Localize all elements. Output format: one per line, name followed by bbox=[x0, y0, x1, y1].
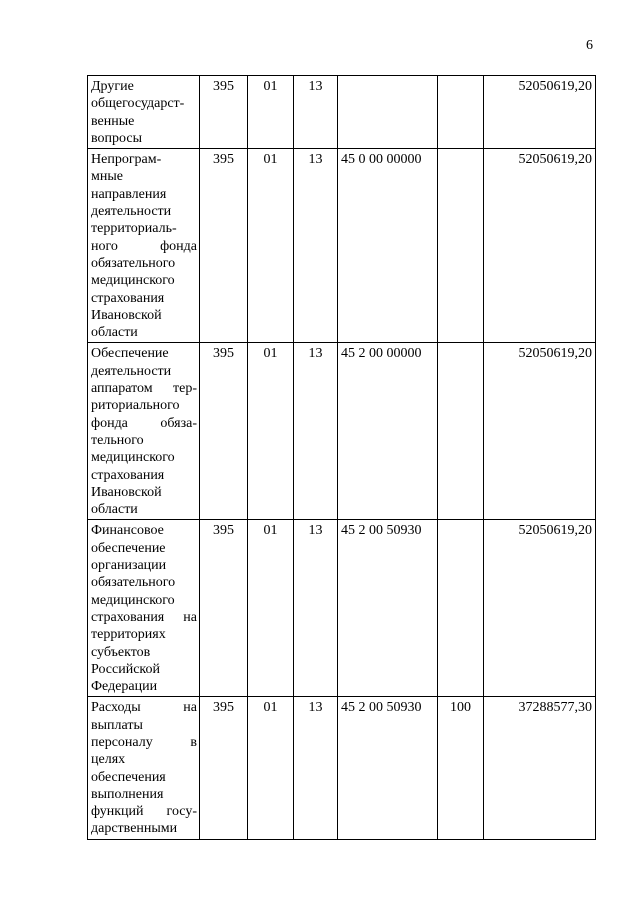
expense-type-cell bbox=[438, 149, 484, 343]
row-name-line: Непрограм- bbox=[91, 152, 162, 168]
row-name-line: тельного bbox=[91, 432, 144, 448]
table-row bbox=[88, 520, 596, 697]
row-name-line: деятельности bbox=[91, 204, 172, 220]
row-name-cell bbox=[88, 520, 200, 697]
row-name-cell bbox=[88, 697, 200, 839]
row-name-line: организации bbox=[91, 558, 167, 574]
row-name-line: территориях bbox=[91, 627, 166, 643]
grbs-cell: 395 bbox=[200, 343, 248, 520]
row-name-line: дарственными bbox=[91, 821, 178, 837]
section-cell: 01 bbox=[248, 76, 294, 149]
section-cell: 01 bbox=[248, 520, 294, 697]
amount-cell: 52050619,20 bbox=[484, 149, 596, 343]
row-name-line: обязательного bbox=[91, 255, 176, 271]
row-name-line: медицинского bbox=[91, 450, 175, 466]
table-row bbox=[88, 76, 596, 149]
row-name-line: обязательного bbox=[91, 575, 176, 591]
subsection-cell: 13 bbox=[294, 697, 338, 839]
expense-type-cell: 100 bbox=[438, 697, 484, 839]
row-name-cell bbox=[88, 76, 200, 149]
row-name-line: медицинского bbox=[91, 273, 175, 289]
row-name-line: страхования на bbox=[91, 609, 197, 625]
table-row bbox=[88, 697, 596, 839]
row-name-line: страхования bbox=[91, 290, 165, 306]
row-name-line: области bbox=[91, 325, 138, 341]
row-name-line: вопросы bbox=[91, 130, 142, 146]
row-name-line: территориаль- bbox=[91, 221, 177, 237]
table-row bbox=[88, 343, 596, 520]
row-name-line: Российской bbox=[91, 661, 160, 677]
row-name-line: Федерации bbox=[91, 679, 158, 695]
row-name-line: персоналу в bbox=[91, 734, 197, 750]
table-body bbox=[88, 76, 596, 840]
row-name-line: субъектов bbox=[91, 644, 151, 660]
row-name-line: целях bbox=[91, 752, 126, 768]
row-name-line: обеспечение bbox=[91, 540, 166, 556]
section-cell: 01 bbox=[248, 697, 294, 839]
expense-type-cell bbox=[438, 76, 484, 149]
row-name-line: выполнения bbox=[91, 786, 164, 802]
table-row bbox=[88, 149, 596, 343]
budget-table bbox=[87, 75, 596, 840]
row-name-line: Расходы на bbox=[91, 700, 197, 716]
amount-cell: 52050619,20 bbox=[484, 520, 596, 697]
row-name-line: области bbox=[91, 502, 138, 518]
row-name-line: Ивановской bbox=[91, 484, 162, 500]
expense-type-cell bbox=[438, 343, 484, 520]
row-name-line: выплаты bbox=[91, 717, 143, 733]
row-name-line: медицинского bbox=[91, 592, 175, 608]
target-article-cell: 45 0 00 00000 bbox=[338, 149, 438, 343]
row-name-cell bbox=[88, 149, 200, 343]
page-number: 6 bbox=[586, 38, 593, 53]
section-cell: 01 bbox=[248, 149, 294, 343]
amount-cell: 52050619,20 bbox=[484, 343, 596, 520]
subsection-cell: 13 bbox=[294, 520, 338, 697]
row-name-line: функций госу- bbox=[91, 804, 197, 820]
row-name-line: риториального bbox=[91, 398, 180, 414]
row-name-line: аппаратом тер- bbox=[91, 381, 197, 397]
subsection-cell: 13 bbox=[294, 149, 338, 343]
target-article-cell bbox=[338, 76, 438, 149]
row-name-line: ного фонда bbox=[91, 238, 197, 254]
grbs-cell: 395 bbox=[200, 149, 248, 343]
section-cell: 01 bbox=[248, 343, 294, 520]
row-name-line: направления bbox=[91, 186, 167, 202]
subsection-cell: 13 bbox=[294, 343, 338, 520]
row-name-line: мные bbox=[91, 169, 123, 185]
row-name-line: Обеспечение bbox=[91, 346, 169, 362]
grbs-cell: 395 bbox=[200, 76, 248, 149]
amount-cell: 37288577,30 bbox=[484, 697, 596, 839]
grbs-cell: 395 bbox=[200, 520, 248, 697]
row-name-line: фонда обяза- bbox=[91, 415, 197, 431]
row-name-line: обеспечения bbox=[91, 769, 166, 785]
amount-cell: 52050619,20 bbox=[484, 76, 596, 149]
row-name-line: Другие bbox=[91, 79, 134, 94]
row-name-cell bbox=[88, 343, 200, 520]
row-name-line: деятельности bbox=[91, 363, 172, 379]
row-name-line: Ивановской bbox=[91, 307, 162, 323]
target-article-cell: 45 2 00 50930 bbox=[338, 520, 438, 697]
row-name-line: Финансовое bbox=[91, 523, 164, 539]
target-article-cell: 45 2 00 50930 bbox=[338, 697, 438, 839]
target-article-cell: 45 2 00 00000 bbox=[338, 343, 438, 520]
subsection-cell: 13 bbox=[294, 76, 338, 149]
row-name-line: общегосударст- bbox=[91, 96, 185, 112]
expense-type-cell bbox=[438, 520, 484, 697]
grbs-cell: 395 bbox=[200, 697, 248, 839]
row-name-line: венные bbox=[91, 113, 135, 129]
row-name-line: страхования bbox=[91, 467, 165, 483]
